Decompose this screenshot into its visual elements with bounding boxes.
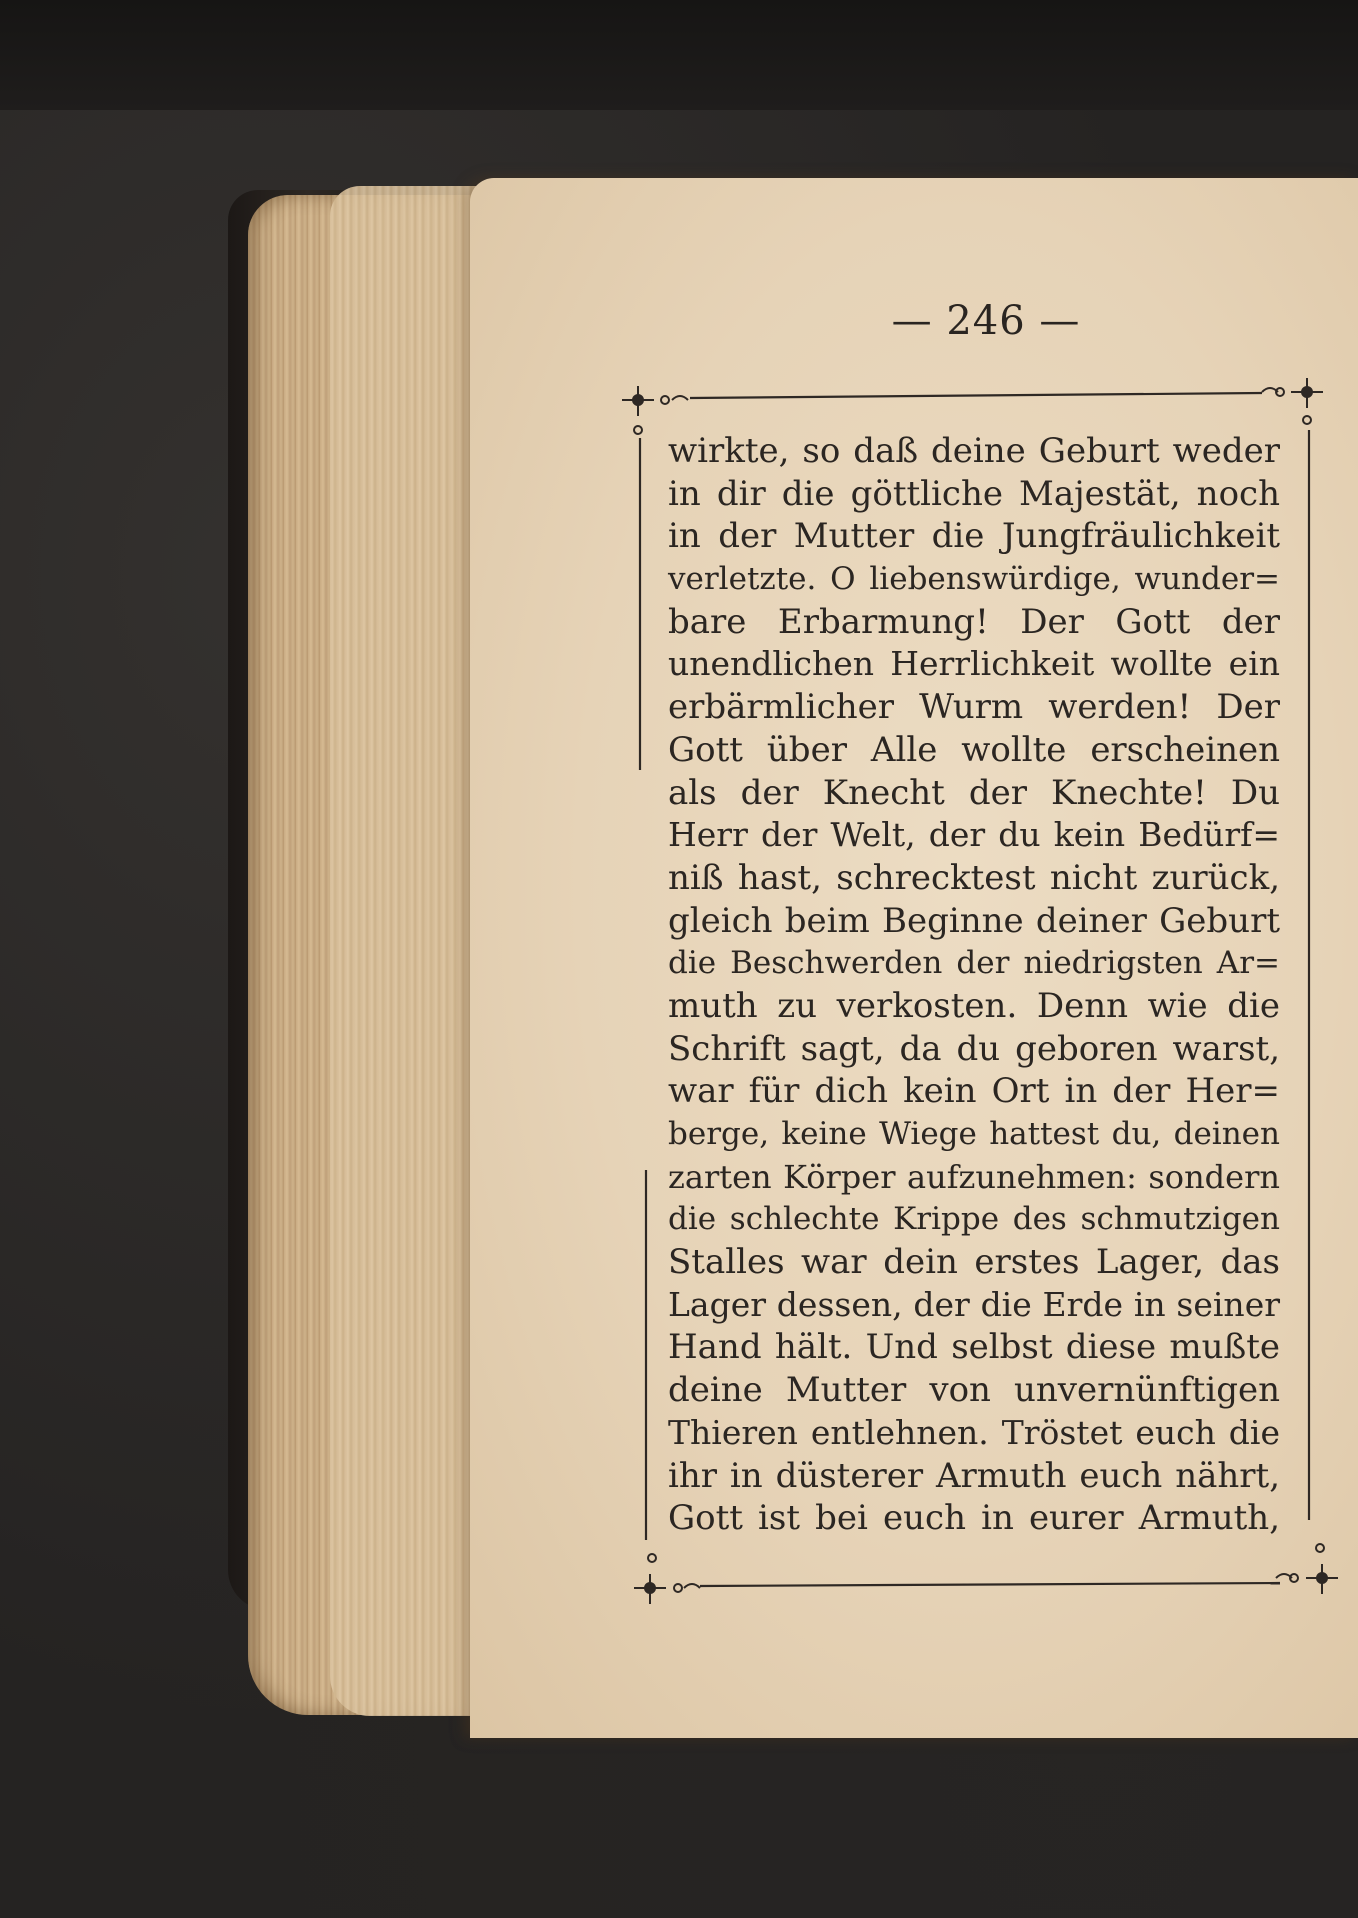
text-line: Hand hält. Und selbst diese mußte (668, 1327, 1280, 1368)
corner-ornament-bottom-left (634, 1554, 700, 1604)
text-line: verletzte. O liebenswürdige, wunder= (668, 561, 1280, 598)
text-line: die schlechte Krippe des schmutzigen (668, 1201, 1280, 1238)
text-line: unendlichen Herrlichkeit wollte ein (668, 644, 1280, 684)
text-line: bare Erbarmung! Der Gott der (668, 601, 1280, 642)
text-line: wirkte, so daß deine Geburt weder (668, 431, 1280, 471)
text-line: Gott ist bei euch in eurer Armuth, (668, 1498, 1280, 1539)
corner-ornament-top-right (1262, 378, 1323, 424)
text-line: muth zu verkosten. Denn wie die (668, 985, 1280, 1026)
text-line: berge, keine Wiege hattest du, deinen (668, 1116, 1280, 1152)
text-line: in der Mutter die Jungfräulichkeit (668, 516, 1280, 557)
text-line: ihr in düsterer Armuth euch nährt, (668, 1455, 1280, 1496)
corner-ornament-top-left (622, 386, 688, 434)
text-line: gleich beim Beginne deiner Geburt (668, 900, 1280, 941)
text-line: deine Mutter von unvernünftigen (668, 1370, 1280, 1411)
text-line: Stalles war dein erstes Lager, das (668, 1242, 1280, 1283)
corner-ornament-bottom-right (1276, 1544, 1338, 1594)
text-line: war für dich kein Ort in der Her= (668, 1071, 1280, 1112)
text-line: niß hast, schrecktest nicht zurück, (668, 857, 1280, 898)
text-line: die Beschwerden der niedrigsten Ar= (668, 945, 1280, 982)
text-line: Thieren entlehnen. Tröstet euch die (668, 1412, 1280, 1452)
text-line: Schrift sagt, da du geboren warst, (668, 1028, 1280, 1069)
text-line: Gott über Alle wollte erscheinen (668, 729, 1280, 770)
text-line: in dir die göttliche Majestät, noch (668, 473, 1280, 514)
text-line: erbärmlicher Wurm werden! Der (668, 687, 1280, 728)
text-line: Lager dessen, der die Erde in seiner (668, 1284, 1280, 1324)
page-number: — 246 — (891, 298, 1081, 344)
text-line: Herr der Welt, der du kein Bedürf= (668, 815, 1280, 855)
text-line: zarten Körper aufzunehmen: sondern (668, 1157, 1280, 1196)
text-line: als der Knecht der Knechte! Du (668, 772, 1280, 813)
body-text (668, 430, 1280, 1540)
